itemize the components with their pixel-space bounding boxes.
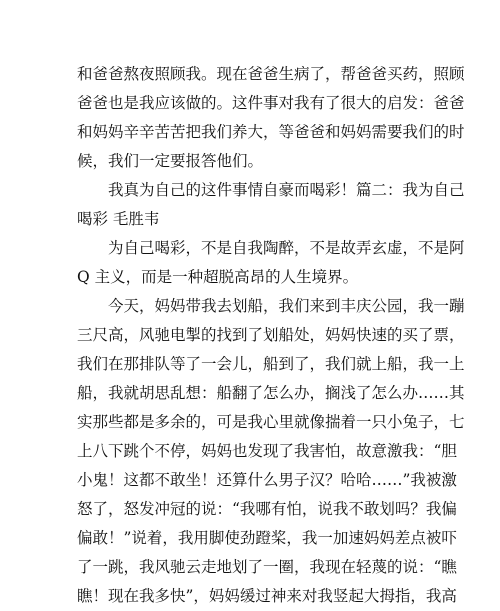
text-line: 上八下跳个不停，妈妈也发现了我害怕，故意激我：“胆 xyxy=(77,442,457,460)
text-line: 爸爸也是我应该做的。这件事对我有了很大的启发：爸爸 xyxy=(77,94,465,112)
text-line: 我们在那排队等了一会儿，船到了，我们就上船，我一上 xyxy=(77,355,465,373)
text-line: 今天，妈妈带我去划船，我们来到丰庆公园，我一蹦 xyxy=(108,297,465,315)
text-line: 和爸爸熬夜照顾我。现在爸爸生病了，帮爸爸买药，照顾 xyxy=(77,65,465,83)
text-line: 喝彩 毛胜韦 xyxy=(77,210,160,228)
text-line: 为自己喝彩，不是自我陶醉，不是故弄玄虚，不是阿 xyxy=(108,239,465,257)
text-line: 小鬼！这都不敢坐！还算什么男子汉？哈哈……”我被激 xyxy=(77,471,457,489)
body-text xyxy=(77,60,465,611)
text-line: 我真为自己的这件事情自豪而喝彩！篇二：我为自己 xyxy=(108,181,465,199)
text-line: 怒了，怒发冲冠的说：“我哪有怕，说我不敢划吗？我偏 xyxy=(77,500,457,518)
text-line: 候，我们一定要报答他们。 xyxy=(77,152,264,170)
text-line: 瞧！现在我多快”，妈妈缓过神来对我竖起大拇指，我高 xyxy=(77,587,457,605)
text-line: 和妈妈辛辛苦苦把我们养大，等爸爸和妈妈需要我们的时 xyxy=(77,123,465,141)
text-line: Q 主义，而是一种超脱高昂的人生境界。 xyxy=(77,268,359,286)
text-line: 实那些都是多余的，可是我心里就像揣着一只小兔子，七 xyxy=(77,413,465,431)
text-line: 船，我就胡思乱想：船翻了怎么办，搁浅了怎么办……其 xyxy=(77,384,465,402)
text-line: 了一跳，我风驰云走地划了一圈，我现在轻蔑的说：“瞧 xyxy=(77,558,457,576)
text-line: 三尺高，风驰电掣的找到了划船处，妈妈快速的买了票， xyxy=(77,326,465,344)
text-line: 偏敢！”说着，我用脚使劲蹬桨，我一加速妈妈差点被吓 xyxy=(77,529,457,547)
